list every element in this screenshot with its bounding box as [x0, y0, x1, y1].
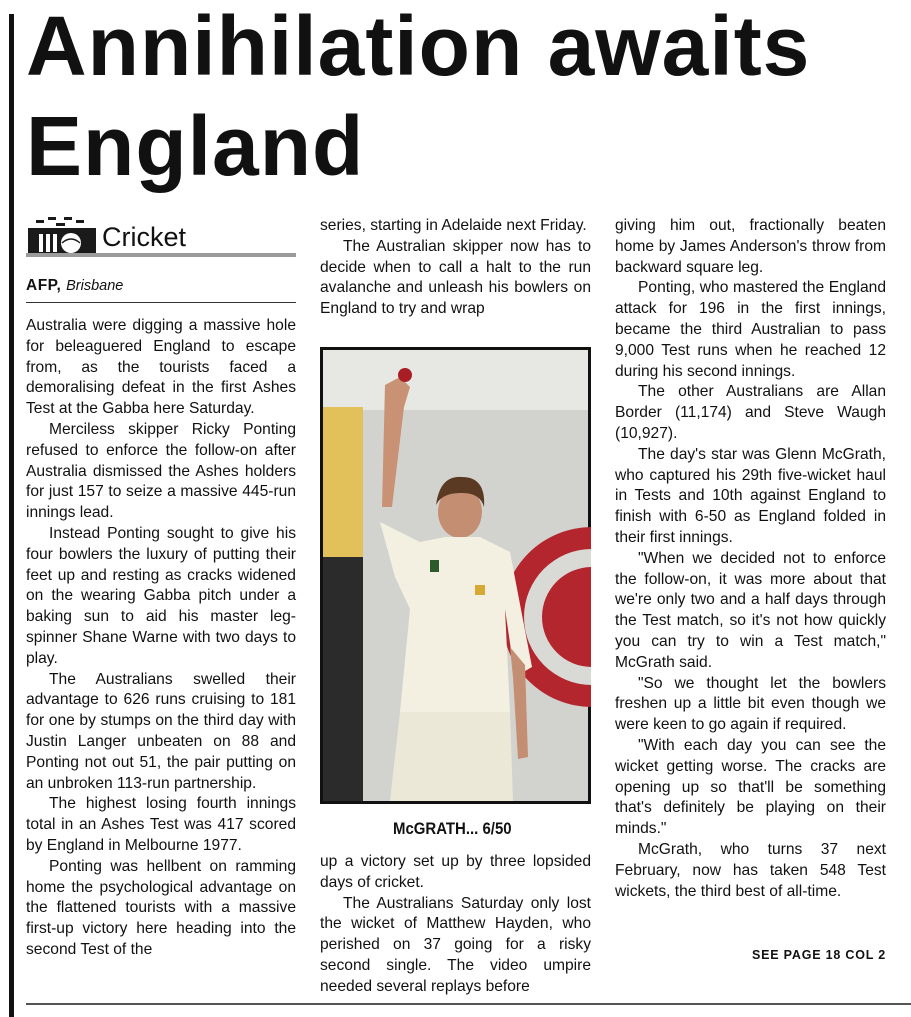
- paragraph: The Australian skipper now has to decide when to call a halt to the run avalanche and unleash his bowlers on England to try and wrap: [320, 237, 591, 318]
- section-name: Cricket: [102, 222, 187, 252]
- paragraph: giving him out, fractionally beaten home by James Anderson's throw from backward square leg.: [615, 217, 886, 276]
- paragraph: Ponting, who mastered the England attack for 196 in the first innings, became the third Australian to pass 9,000 Test runs when he reached 12 during his second innings.: [615, 279, 886, 380]
- byline-agency: AFP,: [26, 277, 67, 294]
- paragraph: The highest losing fourth innings total in an Ashes Test was 417 scored by England in Melbourne 1977.: [26, 795, 296, 854]
- paragraph: McGrath, who turns 37 next February, now has taken 548 Test wickets, the third best of all-time.: [615, 840, 886, 900]
- byline-agency-text: AFP: [26, 277, 57, 294]
- paragraph: Instead Ponting sought to give his four bowlers the luxury of putting their feet up and resting as cracks widened on the wearing Gabba pitch under a baking sun to aid his master leg-spinner Shane Warne with two days to play.: [26, 524, 296, 667]
- article-column-3: [615, 216, 886, 902]
- byline-rule: [26, 302, 296, 303]
- article-column-2-top: [320, 216, 591, 320]
- paragraph: Australia were digging a massive hole for beleaguered England to escape from, as the tourists faced a demoralising defeat in the first Ashes Test at the Gabba here Saturday.: [26, 317, 296, 418]
- byline-place: Brisbane: [66, 278, 124, 294]
- paragraph: series, starting in Adelaide next Friday.: [320, 217, 587, 234]
- paragraph: The Australians swelled their advantage to 626 runs cruising to 181 for one by stumps on the third day with Justin Langer unbeaten on 88 and Ponting not out 51, the pair putting on an unbroken 113-run partnership.: [26, 670, 296, 792]
- cricket-stumps-ball-icon: [26, 214, 98, 254]
- byline: [26, 276, 123, 296]
- article-column-1: [26, 316, 296, 961]
- left-border-rule: [9, 14, 14, 1017]
- paragraph: The day's star was Glenn McGrath, who captured his 29th five-wicket haul in Tests and 10th against England to finish with 6-50 as England folded in their first innings.: [615, 445, 886, 546]
- photo-caption: McGRATH... 6/50: [393, 819, 512, 838]
- paragraph: The other Australians are Allan Border (11,174) and Steve Waugh (10,927).: [615, 383, 886, 442]
- paragraph: Merciless skipper Ricky Ponting refused to enforce the follow-on after Australia dismissed the Ashes holders for just 157 to seize a massive 445-run innings lead.: [26, 420, 296, 522]
- paragraph: up a victory set up by three lopsided days of cricket.: [320, 853, 591, 891]
- paragraph: Ponting was hellbent on ramming home the psychological advantage on the flattened tourists with a massive first-up victory here heading into the second Test of the: [26, 857, 296, 958]
- paragraph: The Australians Saturday only lost the wicket of Matthew Hayden, who perished on 37 going for a risky second single. The video umpire needed several replays before: [320, 894, 591, 995]
- section-bar: [26, 253, 296, 257]
- section-label: [26, 214, 296, 258]
- mcgrath-photo: [320, 347, 591, 804]
- continued-on-page-link[interactable]: SEE PAGE 18 COL 2: [751, 948, 886, 962]
- bottom-rule: [26, 1003, 911, 1005]
- article-column-2-bottom: [320, 852, 591, 998]
- headline: Annihilation awaits England: [26, 0, 811, 193]
- paragraph: "So we thought let the bowlers freshen up a little bit even though we were keen to go again if required.: [615, 674, 886, 734]
- paragraph: "When we decided not to enforce the follow-on, it was more about that we're only two and a half days through the Test match, so it's not how quickly you can try to win a Test match," McGrath said.: [615, 549, 886, 671]
- paragraph: "With each day you can see the wicket getting worse. The cracks are opening up so that'll be something that's definitely be playing on their minds.": [615, 736, 886, 838]
